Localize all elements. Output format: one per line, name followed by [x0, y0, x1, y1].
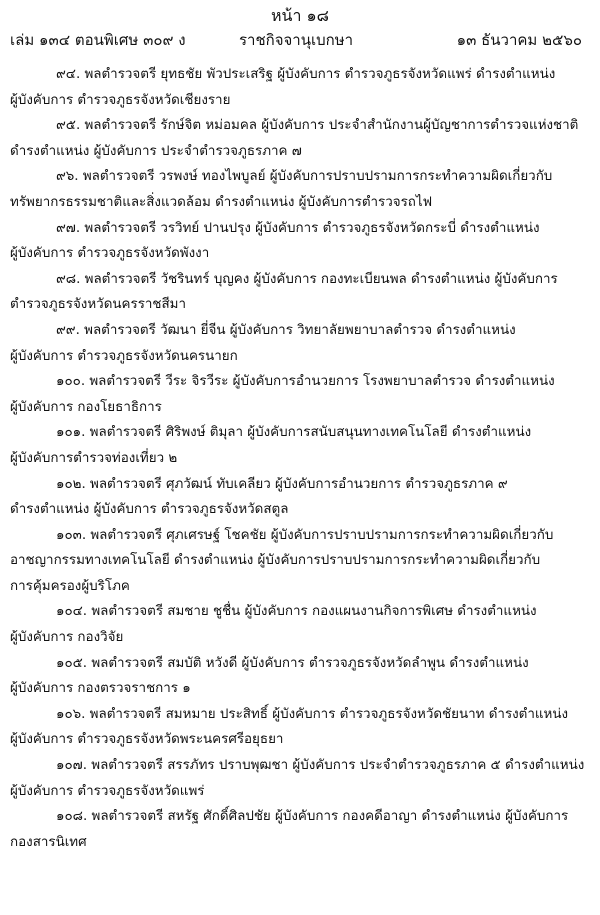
appointment-entry [10, 113, 585, 164]
appointment-entry [10, 702, 585, 753]
entry-continuation-line: ผู้บังคับการ ตำรวจภูธรจังหวัดนครนายก [10, 348, 238, 364]
gazette-header [10, 28, 582, 50]
issue-date: ๑๓ ธันวาคม ๒๕๖๐ [456, 31, 582, 49]
entry-first-line: ๑๐๑. พลตำรวจตรี ศิริพงษ์ ติมุลา ผู้บังคับการสนับสนุนทางเทคโนโลยี ดำรงตำแหน่ง [56, 425, 532, 441]
entry-continuation-line: ทรัพยากรธรรมชาติและสิ่งแวดล้อม ดำรงตำแหน่ง ผู้บังคับการตำรวจรถไฟ [10, 194, 433, 210]
entry-continuation-line: อาชญากรรมทางเทคโนโลยี ดำรงตำแหน่ง ผู้บังคับการปราบปรามการกระทำความผิดเกี่ยวกับ [10, 553, 541, 569]
entry-continuation-line: ผู้บังคับการตำรวจท่องเที่ยว ๒ [10, 450, 178, 466]
entry-continuation-line: กองสารนิเทศ [10, 834, 87, 850]
entry-continuation-line: ผู้บังคับการ กองโยธาธิการ [10, 399, 162, 415]
appointment-entry [10, 651, 585, 702]
appointment-entry [10, 369, 585, 420]
appointment-entry [10, 599, 585, 650]
volume-info: เล่ม ๑๓๔ ตอนพิเศษ ๓๐๙ ง [10, 31, 186, 49]
appointment-entry [10, 216, 585, 267]
entry-first-line: ๙๖. พลตำรวจตรี วรพงษ์ ทองไพบูลย์ ผู้บังคับการปราบปรามการกระทำความผิดเกี่ยวกับ [56, 169, 553, 185]
entry-first-line: ๑๐๖. พลตำรวจตรี สมหมาย ประสิทธิ์ ผู้บังคับการ ตำรวจภูธรจังหวัดชัยนาท ดำรงตำแหน่ง [56, 706, 569, 722]
entry-first-line: ๑๐๗. พลตำรวจตรี สรรภัทร ปราบพุฒชา ผู้บังคับการ ประจำตำรวจภูธรภาค ๕ ดำรงตำแหน่ง [56, 758, 585, 774]
entry-first-line: ๑๐๔. พลตำรวจตรี สมชาย ชูชื่น ผู้บังคับการ กองแผนงานกิจการพิเศษ ดำรงตำแหน่ง [56, 604, 537, 620]
entry-continuation-line: ดำรงตำแหน่ง ผู้บังคับการ ตำรวจภูธรจังหวัดสตูล [10, 502, 289, 518]
entry-continuation-line: ผู้บังคับการ กองตรวจราชการ ๑ [10, 681, 191, 697]
entry-first-line: ๙๗. พลตำรวจตรี วรวิทย์ ปานปรุง ผู้บังคับการ ตำรวจภูธรจังหวัดกระบี่ ดำรงตำแหน่ง [56, 220, 540, 236]
appointment-entry [10, 267, 585, 318]
appointment-entry [10, 804, 585, 855]
entry-continuation-line: ผู้บังคับการ ตำรวจภูธรจังหวัดพังงา [10, 246, 210, 262]
appointment-entry [10, 420, 585, 471]
page-number: หน้า ๑๘ [270, 6, 330, 25]
entry-first-line: ๑๐๓. พลตำรวจตรี ศุภเศรษฐ์ โชคชัย ผู้บังคับการปราบปรามการกระทำความผิดเกี่ยวกับ [56, 527, 554, 543]
entry-first-line: ๑๐๐. พลตำรวจตรี วีระ จิรวีระ ผู้บังคับการอำนวยการ โรงพยาบาลตำรวจ ดำรงตำแหน่ง [56, 374, 555, 390]
entry-first-line: ๙๘. พลตำรวจตรี วัชรินทร์ บุญคง ผู้บังคับการ กองทะเบียนพล ดำรงตำแหน่ง ผู้บังคับการ [56, 271, 558, 287]
entry-continuation-line: ผู้บังคับการ ตำรวจภูธรจังหวัดแพร่ [10, 783, 205, 799]
appointment-entry [10, 753, 585, 804]
appointment-entry [10, 318, 585, 369]
gazette-title: ราชกิจจานุเบกษา [238, 31, 354, 49]
appointment-entry [10, 62, 585, 113]
appointment-list [10, 62, 585, 855]
entry-continuation-line: ตำรวจภูธรจังหวัดนครราชสีมา [10, 297, 187, 313]
entry-continuation-line: การคุ้มครองผู้บริโภค [10, 578, 130, 594]
appointment-entry [10, 523, 585, 600]
entry-continuation-line: ผู้บังคับการ ตำรวจภูธรจังหวัดเชียงราย [10, 92, 231, 108]
entry-continuation-line: ดำรงตำแหน่ง ผู้บังคับการ ประจำตำรวจภูธรภาค ๗ [10, 143, 302, 159]
entry-continuation-line: ผู้บังคับการ ตำรวจภูธรจังหวัดพระนครศรีอยุธยา [10, 732, 284, 748]
entry-first-line: ๙๕. พลตำรวจตรี รักษ์จิต หม่อมคล ผู้บังคับการ ประจำสำนักงานผู้บัญชาการตำรวจแห่งชาติ [56, 118, 579, 134]
entry-first-line: ๑๐๒. พลตำรวจตรี ศุภวัฒน์ ทับเคลียว ผู้บังคับการอำนวยการ ตำรวจภูธรภาค ๙ [56, 476, 508, 492]
entry-first-line: ๑๐๕. พลตำรวจตรี สมบัติ หวังดี ผู้บังคับการ ตำรวจภูธรจังหวัดลำพูน ดำรงตำแหน่ง [56, 655, 529, 671]
entry-first-line: ๙๔. พลตำรวจตรี ยุทธชัย พัวประเสริฐ ผู้บังคับการ ตำรวจภูธรจังหวัดแพร่ ดำรงตำแหน่ง [56, 67, 556, 82]
entry-first-line: ๑๐๘. พลตำรวจตรี สหรัฐ ศักดิ์ศิลปชัย ผู้บังคับการ กองคดีอาญา ดำรงตำแหน่ง ผู้บังคับการ [56, 809, 569, 825]
entry-first-line: ๙๙. พลตำรวจตรี วัฒนา ยี่จีน ผู้บังคับการ วิทยาลัยพยาบาลตำรวจ ดำรงตำแหน่ง [56, 322, 516, 338]
appointment-entry [10, 164, 585, 215]
appointment-entry [10, 472, 585, 523]
entry-continuation-line: ผู้บังคับการ กองวิจัย [10, 630, 124, 646]
